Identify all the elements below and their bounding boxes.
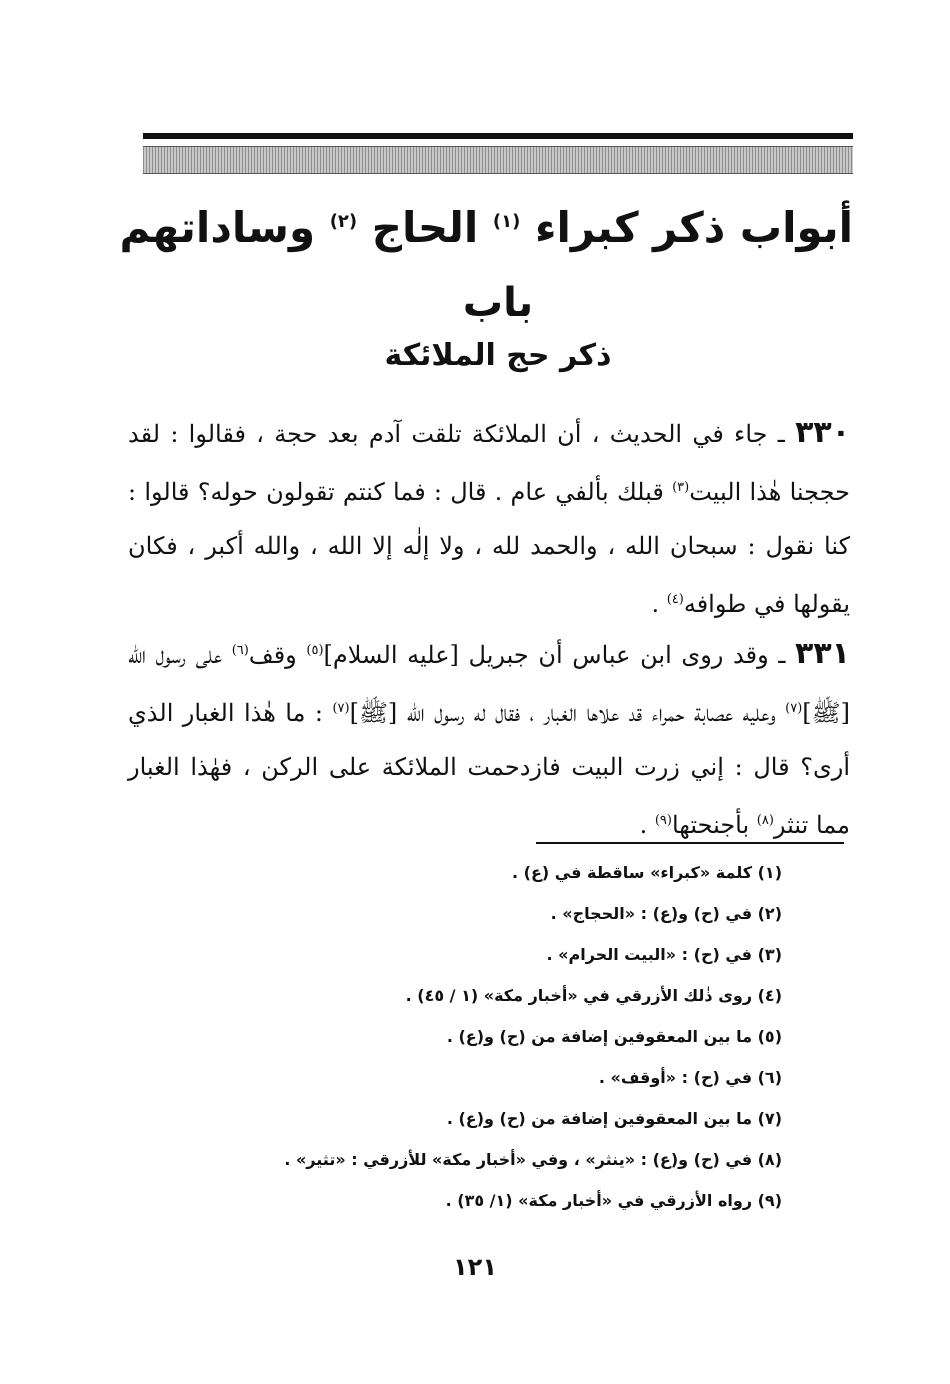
footnote-ref: (٨)	[756, 813, 774, 828]
footnote-item: (٤) روى ذٰلك الأزرقي في «أخبار مكة» (١ / ٤٥) .	[405, 986, 782, 1005]
paragraph-text: وقد روى ابن عباس أن جبريل [عليه السلام]	[323, 641, 769, 669]
footnote-ref: (٧)	[332, 701, 350, 716]
paragraph-text: : ما هٰذا الغبار الذي أرى؟ قال : إني زرت البيت فازدحمت الملائكة على الركن ، فهٰذا الغبار مما تنثر	[128, 699, 850, 839]
chapter-title: ذكر حج الملائكة	[384, 338, 612, 373]
footnote-ref: (٦)	[231, 643, 249, 658]
section-title	[119, 192, 853, 258]
paragraph-text: .	[651, 590, 667, 618]
footnote-item: (٢) في (ح) و(ع) : «الحجاج» .	[550, 904, 782, 923]
footnote-item: (٦) في (ح) : «أوقف» .	[598, 1068, 782, 1087]
paragraph-number: ٣٣١	[795, 636, 850, 671]
footnote-item: (١) كلمة «كبراء» ساقطة في (ع) .	[511, 863, 782, 882]
footnotes-divider	[536, 842, 844, 844]
footnote-ref: (٣)	[672, 480, 690, 495]
footnote-ref: (١)	[492, 211, 521, 232]
paragraph-separator: ـ	[768, 641, 796, 669]
paragraph-text: وقف	[248, 641, 307, 669]
paragraph-text: قبلك بألفي عام . قال : فما كنتم تقولون حوله؟ قالوا : كنا نقول : سبحان الله ، والحمد لله ، ولا إلٰه إلا الله ، والله أكبر ، فكان يقولها في طوافه	[128, 478, 851, 618]
footnote-item: (٣) في (ح) : «البيت الحرام» .	[546, 945, 782, 964]
footnote-item: (٨) في (ح) و(ع) : «ينثر» ، وفي «أخبار مكة» للأزرقي : «تثير» .	[284, 1150, 782, 1169]
paragraph-text: جاء في الحديث ، أن الملائكة تلقت آدم بعد حجة ، فقالوا : لقد حججنا هٰذا البيت	[128, 420, 850, 506]
footnote-ref: (٢)	[329, 211, 358, 232]
paragraph-331	[128, 624, 850, 852]
header-ornament-band	[143, 146, 853, 174]
paragraph-330	[128, 406, 850, 631]
footnote-ref: (٩)	[654, 813, 672, 828]
paragraph-text: بأجنحتها	[671, 811, 757, 839]
paragraph-text: على رسول الله [ﷺ]	[128, 641, 851, 727]
footnote-item: (٧) ما بين المعقوفين إضافة من (ح) و(ع) .	[446, 1109, 782, 1128]
paragraph-text: .	[639, 811, 655, 839]
section-title-part3: وساداتهم	[119, 203, 316, 252]
footnote-ref: (٧)	[785, 701, 803, 716]
footnote-ref: (٥)	[306, 643, 324, 658]
header-rule	[143, 133, 853, 139]
paragraph-number: ٣٣٠	[795, 415, 851, 450]
footnote-item: (٥) ما بين المعقوفين إضافة من (ح) و(ع) .	[446, 1027, 782, 1046]
footnotes-list	[162, 852, 782, 1221]
page-number: ١٢١	[453, 1253, 497, 1281]
section-title-part1: أبواب ذكر كبراء	[534, 203, 853, 252]
footnote-item: (٩) رواه الأزرقي في «أخبار مكة» (١/ ٣٥) .	[445, 1191, 782, 1210]
section-title-part2: الحاج	[371, 203, 479, 252]
paragraph-text: وعليه عصابة حمراء قد علاها الغبار ، فقال له رسول الله [ﷺ]	[349, 699, 786, 727]
paragraph-separator: ـ	[767, 420, 796, 448]
chapter-label: باب	[462, 280, 534, 326]
footnote-ref: (٤)	[666, 592, 684, 607]
